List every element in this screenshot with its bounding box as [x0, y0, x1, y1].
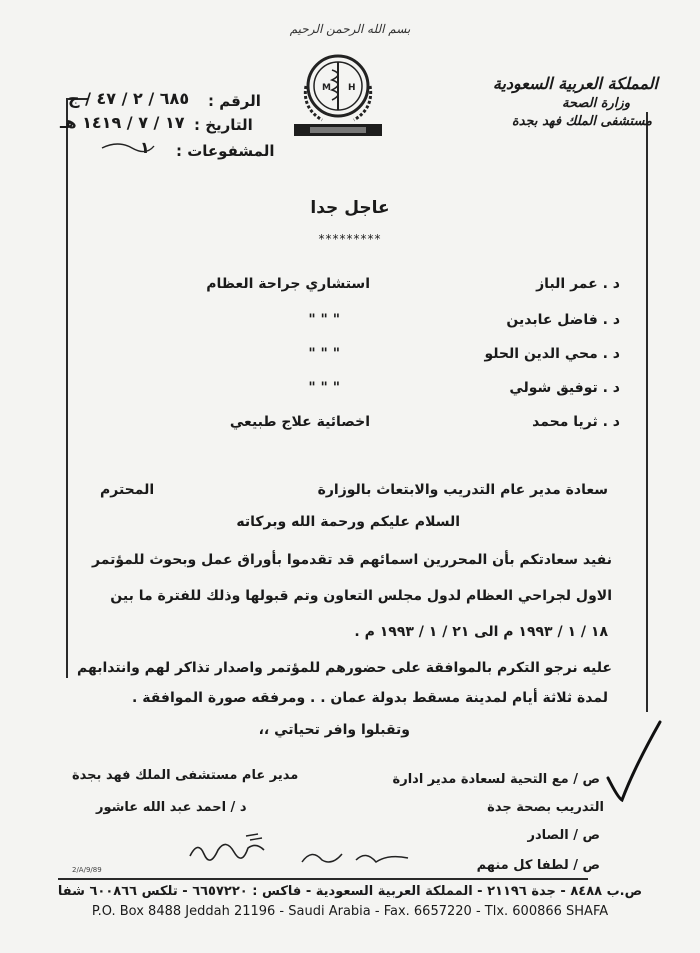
signatory-name: د / احمد عبد الله عاشور [96, 800, 247, 815]
frame-top-left-rule [66, 98, 68, 678]
svg-text:M: M [322, 83, 331, 93]
svg-text:H: H [348, 83, 356, 93]
doctor-name-4: د . توفيق شولي [509, 380, 620, 396]
frame-bottom-rule [58, 878, 588, 880]
basmala: بسم الله الرحمن الرحيم [289, 22, 411, 36]
body-line-5: لمدة ثلاثة أيام لمدينة مسقط بدولة عمان . . ومرفقه صورة الموافقة . [132, 690, 608, 706]
doctor-title-2: " " " [308, 312, 340, 328]
header-country: المملكة العربية السعودية [492, 74, 658, 93]
doctor-title-3: " " " [308, 346, 340, 362]
body-line-3: ١٨ / ١ / ١٩٩٣ م الى ٢١ / ١ / ١٩٩٣ م . [354, 624, 608, 640]
attachments-label: المشفوعات : [176, 142, 275, 160]
ministry-emblem-logo [292, 48, 384, 140]
doctor-name-1: د . عمر الباز [536, 276, 620, 292]
doctor-name-3: د . محي الدين الحلو [484, 346, 620, 362]
signatory-title: مدير عام مستشفى الملك فهد بجدة [72, 768, 299, 783]
body-line-2: الاول لجراحي العظام لدول مجلس التعاون وتم قبولها وذلك للفترة ما بين [110, 588, 612, 604]
doctor-name-2: د . فاضل عابدين [506, 312, 620, 328]
doctor-title-4: " " " [308, 380, 340, 396]
body-line-1: نفيد سعادتكم بأن المحررين اسمائهم قد تقدموا بأوراق عمل وبحوث للمؤتمر [91, 552, 612, 568]
handwritten-initials [296, 840, 416, 870]
ref-value: ٦٨٥ / ٢ / ٤٧ / ج [68, 89, 190, 108]
stars-divider: ********* [318, 232, 382, 246]
doctor-title-1: استشاري جراحة العظام [206, 276, 370, 292]
cc-line-3: ص / الصادر [527, 828, 600, 843]
urgent-heading: عاجل جدا [310, 198, 390, 218]
handwritten-signature [186, 830, 276, 866]
header-hospital: مستشفى الملك فهد بجدة [511, 114, 652, 129]
cc-line-1: ص / مع التحية لسعادة مدير ادارة [392, 772, 600, 787]
doctor-title-5: اخصائية علاج طبيعي [229, 414, 370, 430]
date-label: التاريخ : [194, 116, 253, 134]
respected-label: المحترم [100, 482, 155, 498]
addressee: سعادة مدير عام التدريب والابتعاث بالوزارة [317, 482, 608, 498]
attachment-scribble [98, 136, 158, 156]
footer-address-arabic: ص.ب ٨٤٨٨ - جدة ٢١١٩٦ - المملكة العربية السعودية - فاكس : ٦٦٥٧٢٢٠ - تلكس ٦٠٠٨٦٦ شفا [57, 884, 643, 899]
footer-address-english: P.O. Box 8488 Jeddah 21196 - Saudi Arabia - Fax. 6657220 - Tlx. 600866 SHAFA [91, 904, 609, 919]
big-tick-mark [604, 718, 664, 808]
cc-line-4: ص / لطفا كل منهم [476, 858, 600, 873]
cc-line-2: التدريب بصحة جدة [487, 800, 604, 815]
greeting: السلام عليكم ورحمة الله وبركاته [236, 514, 460, 530]
doctor-name-5: د . ثريا محمد [532, 414, 620, 430]
closing-line: وتقبلوا وافر تحياتي ،، [258, 722, 410, 738]
body-line-4: عليه نرجو التكرم بالموافقة على حضورهم للمؤتمر واصدار تذاكر لهم وانتدابهم [76, 660, 612, 676]
form-code: 2/A/9/89 [72, 866, 102, 874]
date-value: ١٧ / ٧ / ١٤١٩ هـ [60, 113, 185, 132]
attachments-value: ١ [140, 138, 150, 157]
header-ministry: وزارة الصحة [562, 96, 630, 111]
ref-label: الرقم : [208, 92, 261, 110]
